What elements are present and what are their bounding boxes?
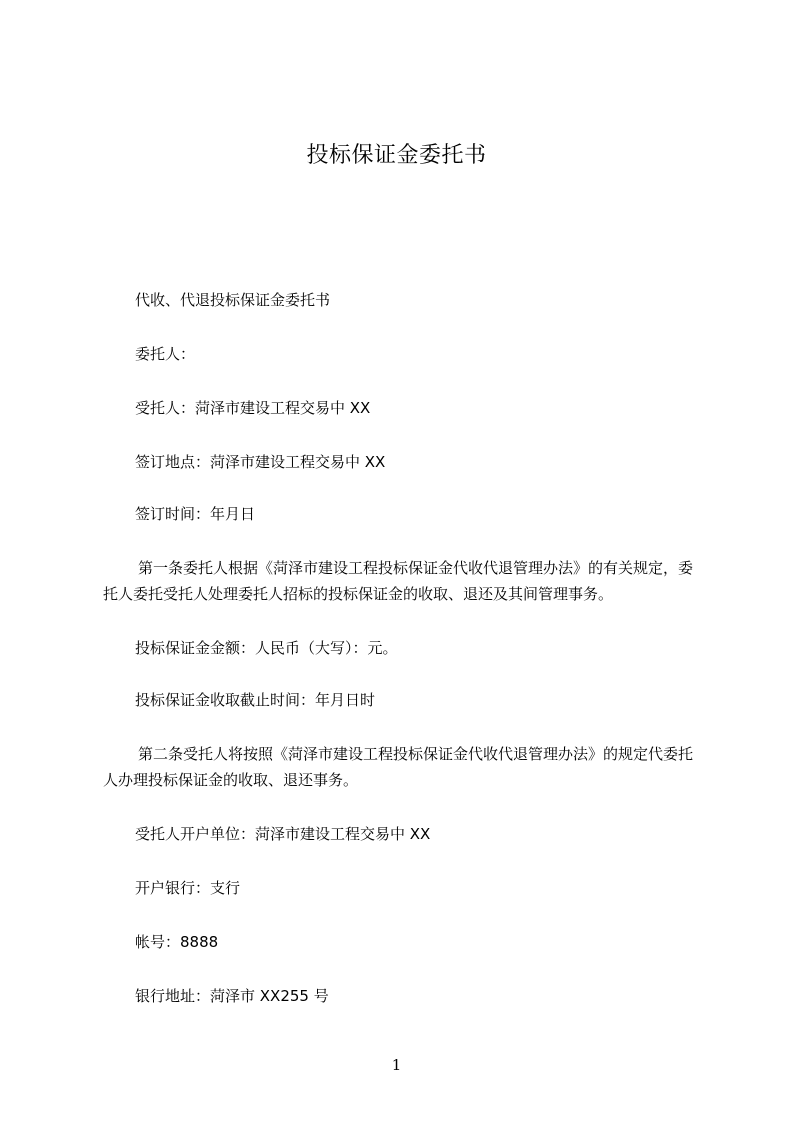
article-1-paragraph: [103, 555, 703, 607]
principal-line: 委托人：: [135, 345, 196, 363]
account-number-line: 帐号：8888: [135, 933, 219, 951]
sign-time-line: 签订时间：年月日: [135, 505, 256, 523]
heading-line: 代收、代退投标保证金委托书: [135, 291, 331, 309]
document-title: 投标保证金委托书: [306, 143, 487, 168]
article-2-paragraph: [103, 741, 703, 793]
deadline-line: 投标保证金收取截止时间：年月日时: [135, 691, 376, 709]
page-number: 1: [391, 1056, 402, 1074]
article-1-text: 第一条委托人根据《菏泽市建设工程投标保证金代收代退管理办法》的有关规定，委托人委托受托人处理委托人招标的投标保证金的收取、退还及其间管理事务。: [103, 559, 694, 603]
bank-line: 开户银行：支行: [135, 879, 241, 897]
article-2-text: 第二条受托人将按照《菏泽市建设工程投标保证金代收代退管理办法》的规定代委托人办理投标保证金的收取、退还事务。: [103, 745, 694, 789]
amount-line: 投标保证金金额：人民币（大写）：元。: [135, 639, 398, 657]
agent-line: 受托人：菏泽市建设工程交易中 XX: [135, 399, 371, 417]
sign-place-line: 签订地点：菏泽市建设工程交易中 XX: [135, 453, 386, 471]
account-unit-line: 受托人开户单位：菏泽市建设工程交易中 XX: [135, 825, 431, 843]
bank-address-line: 银行地址：菏泽市 XX255 号: [135, 987, 329, 1005]
